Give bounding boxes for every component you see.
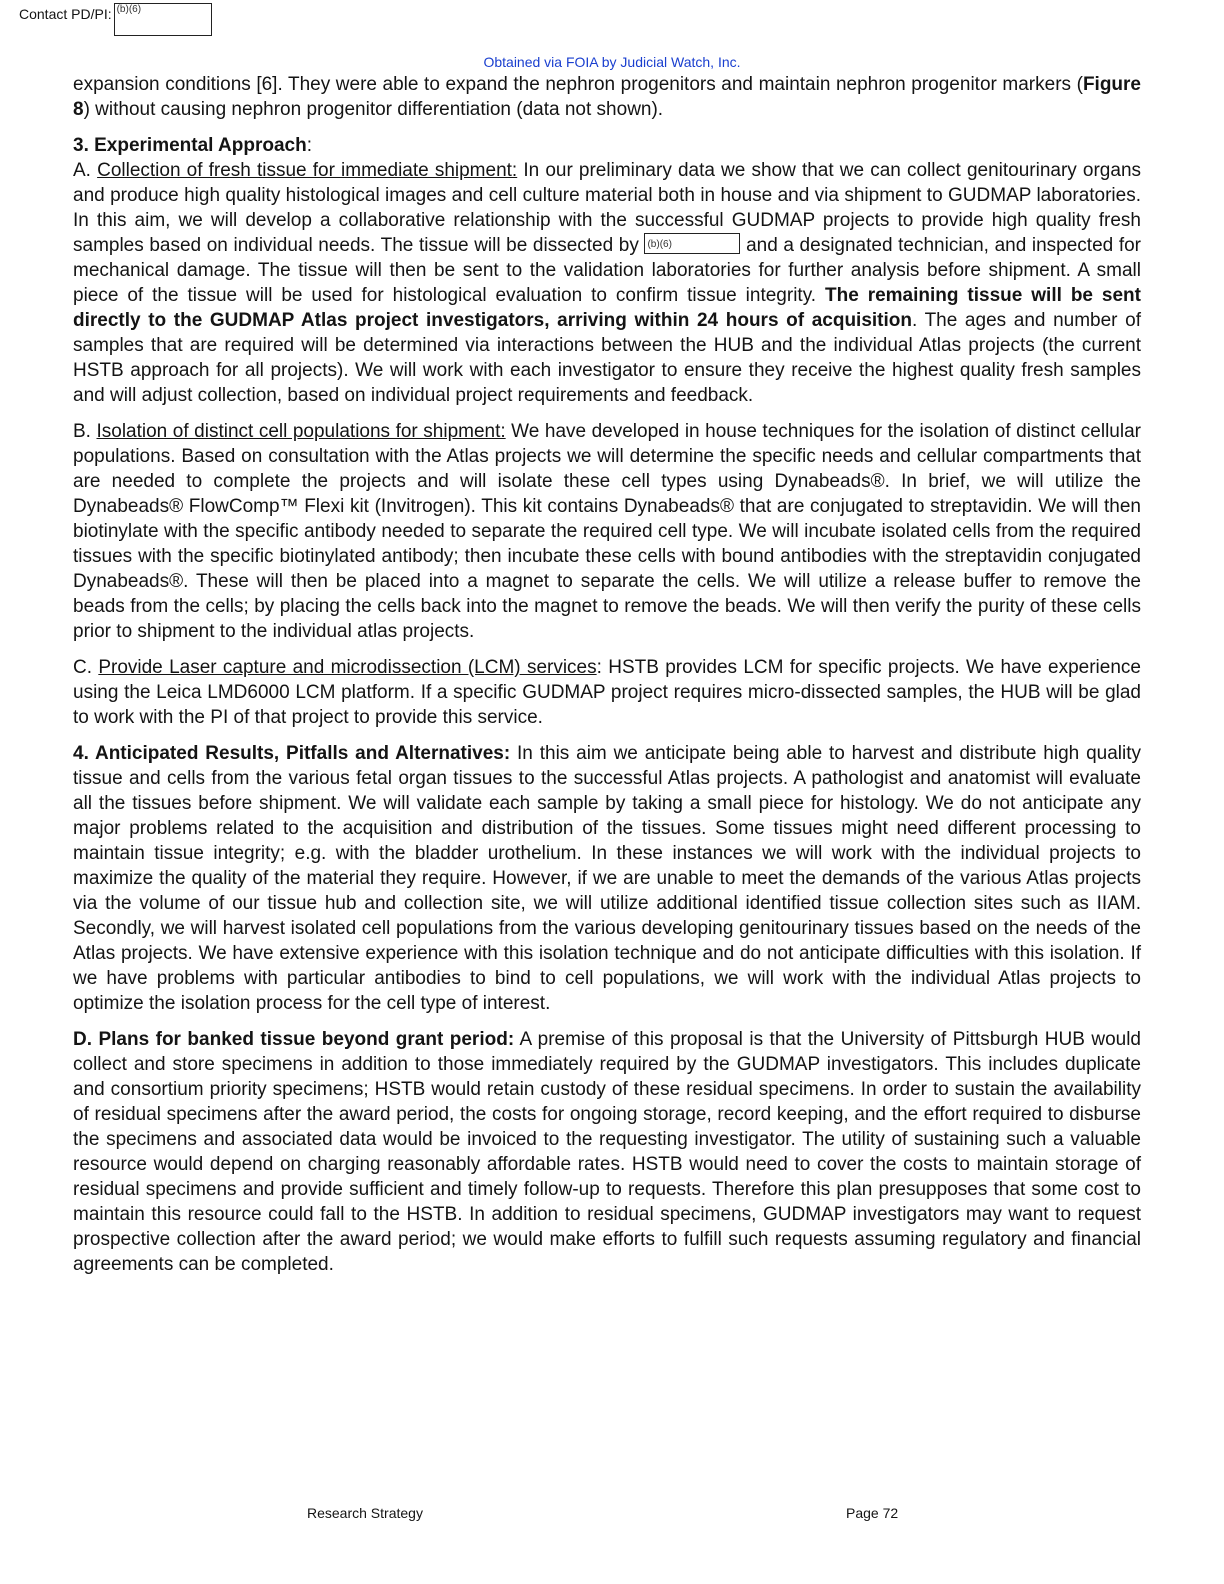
c-text: : HSTB provides LCM for specific projects. We have experience using the Leica LMD6000 LCM platform. If a specific GUDMAP project requires micro-dissected samples, the HUB will be glad to work with the PI of that project to provide this service. (73, 657, 1141, 728)
section-3-heading (73, 133, 1141, 158)
section-d-heading: D. Plans for banked tissue beyond grant period: (73, 1029, 515, 1050)
intro-paragraph (73, 72, 1141, 122)
footer-page-number: Page 72 (846, 1505, 899, 1521)
a-text-1: In our preliminary data we show that we can collect genitourinary organs and produce high quality histological images and cell culture material both in house and via shipment to GUDMAP laboratories. In this aim, we will develop a collaborative relationship with the successful GUDMAP projects to provide high quality fresh samples based on individual needs. The tissue will be dissected by (73, 160, 1142, 256)
a-bold-statement: The remaining tissue will be sent directly to the GUDMAP Atlas project investigators, arriving within 24 hours of acquisition (73, 285, 1141, 331)
section-d-text: A premise of this proposal is that the University of Pittsburgh HUB would collect and store specimens in addition to those immediately required by the GUDMAP investigators. This includes duplicate and consortium priority specimens; HSTB would retain custody of these residual specimens. In order to sustain the availability of residual specimens after the award period, the costs for ongoing storage, record keeping, and the effort required to disburse the specimens and associated data would be invoiced to the requesting investigator. The utility of sustaining such a valuable resource would depend on charging reasonably affordable rates. HSTB would need to cover the costs to maintain storage of residual specimens and provide sufficient and timely follow-up to requests. Therefore this plan presupposes that some cost to maintain this resource could fall to the HSTB. In addition to residual specimens, GUDMAP investigators may want to request prospective collection after the award period; we would make efforts to fulfill such requests assuming regulatory and financial agreements can be completed. (73, 1029, 1141, 1275)
contact-label: Contact PD/PI: (19, 6, 112, 22)
intro-text: expansion conditions [6]. They were able to expand the nephron progenitors and maintain nephron progenitor markers ( (73, 74, 1083, 95)
paragraph-b (73, 419, 1141, 644)
redaction-box (114, 3, 212, 36)
inline-redaction-box (644, 233, 740, 254)
c-title: Provide Laser capture and microdissection (LCM) services (98, 657, 597, 678)
footer-section-label: Research Strategy (307, 1505, 423, 1521)
b-prefix: B. (73, 421, 97, 442)
c-prefix: C. (73, 657, 99, 678)
section-4-heading: 4. Anticipated Results, Pitfalls and Alternatives: (73, 743, 511, 764)
a-title: Collection of fresh tissue for immediate shipment: (97, 160, 518, 181)
document-body (73, 72, 1141, 1288)
b-text: We have developed in house techniques for the isolation of distinct cellular populations. Based on consultation with the Atlas projects we will determine the specific needs and cellular compartments that are needed to complete the projects and will isolate these cell types using Dynabeads®. In brief, we will utilize the Dynabeads® FlowComp™ Flexi kit (Invitrogen). This kit contains Dynabeads® that are conjugated to streptavidin. We will then biotinylate with the specific antibody needed to separate the required cell type. We will incubate isolated cells from the required tissues with the specific biotinylated antibody; then incubate these cells with bound antibodies with the streptavidin conjugated Dynabeads®. These will then be placed into a magnet to separate the cells. We will utilize a release buffer to remove the beads from the cells; by placing the cells back into the magnet to remove the beads. We will then verify the purity of these cells prior to shipment to the individual atlas projects. (73, 421, 1141, 642)
a-prefix: A. (73, 160, 98, 181)
intro-text-end: ) without causing nephron progenitor differentiation (data not shown). (83, 99, 664, 120)
section-3-title: 3. Experimental Approach (73, 135, 307, 156)
a-text-2: and a designated technician, and inspected for mechanical damage. The tissue will then be sent to the validation laboratories for further analysis before shipment. A small piece of the tissue will be used for histological evaluation to confirm tissue integrity. (73, 235, 1141, 306)
section-4-text: In this aim we anticipate being able to harvest and distribute high quality tissue and cells from the various fetal organ tissues to the successful Atlas projects. A pathologist and anatomist will evaluate all the tissues before shipment. We will validate each sample by taking a small piece for histology. We do not anticipate any major problems related to the acquisition and distribution of the tissues. Some tissues might need different processing to maintain tissue integrity; e.g. with the bladder urothelium. In these instances we will work with the individual projects to maximize the quality of the material they require. However, if we are unable to meet the demands of the various Atlas projects via the volume of our tissue hub and collection site, we will utilize additional identified tissue collection sites such as IIAM. Secondly, we will harvest isolated cell populations from the various developing genitourinary tissues based on the needs of the Atlas projects. We have extensive experience with this isolation technique and do not anticipate difficulties with this isolation. If we have problems with particular antibodies to bind to cell populations, we will work with the individual Atlas projects to optimize the isolation process for the cell type of interest. (73, 743, 1141, 1014)
paragraph-4 (73, 741, 1141, 1016)
paragraph-a (73, 158, 1141, 408)
heading-colon: : (306, 135, 312, 156)
redaction-code: (b)(6) (116, 4, 142, 15)
figure-reference: Figure 8 (73, 74, 1141, 120)
b-title: Isolation of distinct cell populations for shipment: (96, 421, 506, 442)
paragraph-c (73, 655, 1141, 730)
foia-notice: Obtained via FOIA by Judicial Watch, Inc. (483, 54, 741, 70)
a-text-3: . The ages and number of samples that are required will be determined via interactions between the HUB and the individual Atlas projects (the current HSTB approach for all projects). We will work with each investigator to ensure they receive the highest quality fresh samples and will adjust collection, based on individual project requirements and feedback. (73, 310, 1141, 406)
paragraph-d (73, 1027, 1141, 1277)
inline-redaction-code: (b)(6) (647, 239, 672, 250)
contact-pdpi (19, 6, 212, 36)
